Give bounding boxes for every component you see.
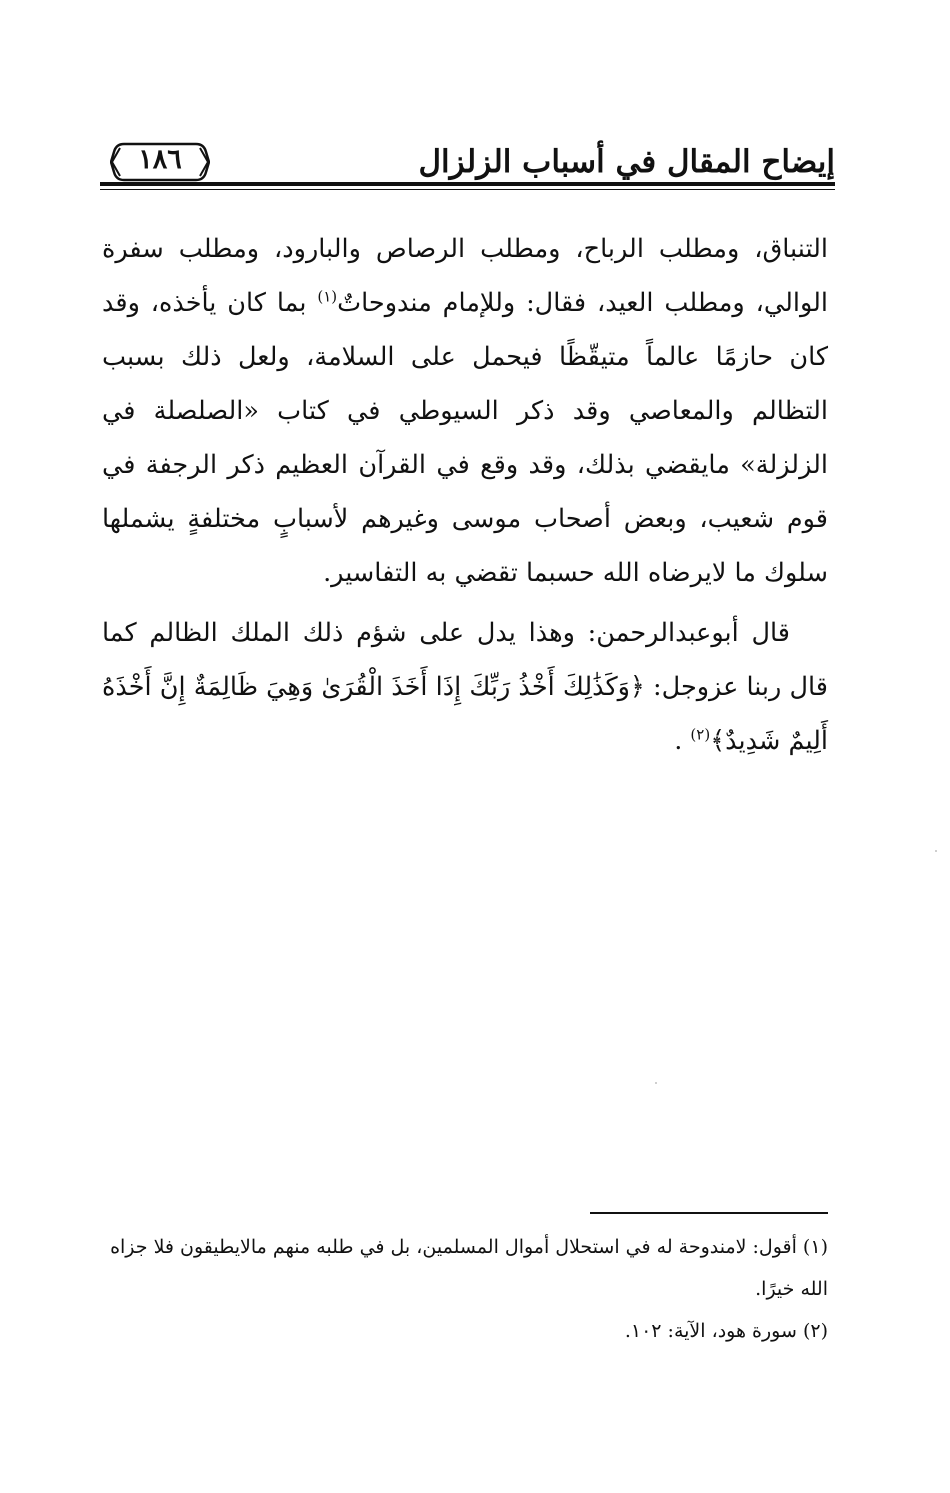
paper-speck	[655, 1082, 657, 1084]
main-text	[102, 222, 828, 768]
footnote-ref-2[interactable]: (٢)	[690, 725, 711, 744]
header-rule-thick	[100, 182, 835, 186]
paragraph-2	[102, 606, 828, 768]
page-number-frame	[110, 140, 210, 182]
footnote-separator	[590, 1212, 828, 1214]
paragraph-1	[102, 222, 828, 600]
paper-speck	[935, 850, 937, 852]
paragraph-2-text: قال أبوعبدالرحمن: وهذا يدل على شؤم ذلك الملك الظالم كما قال ربنا عزوجل: ﴿وَكَذَٰلِكَ أَخْذُ رَبِّكَ إِذَا أَخَذَ الْقُرَىٰ وَهِيَ ظَالِمَةٌ إِنَّ أَخْذَهُ أَلِيمٌ شَدِيدٌ﴾	[102, 618, 828, 756]
footnote-ref-1[interactable]: (١)	[317, 287, 338, 306]
footnote-1: (١) أقول: لامندوحة له في استحلال أموال المسلمين، بل في طلبه منهم مالايطيقون فلا جزاه الله خيرًا.	[110, 1236, 828, 1300]
header-rule-thin	[100, 189, 835, 190]
paragraph-2-end: .	[674, 726, 691, 756]
running-title: إيضاح المقال في أسباب الزلزال	[418, 144, 835, 180]
footnotes	[102, 1226, 828, 1352]
page-number: ١٨٦	[138, 144, 182, 175]
footnote-2: (٢) سورة هود، الآية: ١٠٢.	[624, 1320, 828, 1342]
page-header	[100, 132, 835, 202]
paragraph-1-continuation: بما كان يأخذه، وقد كان حازمًا عالماً متيقّظًا فيحمل على السلامة، ولعل ذلك بسبب التظالم والمعاصي وقد ذكر السيوطي في كتاب «الصلصلة في الزلزلة» مايقضي بذلك، وقد وقع في القرآن العظيم ذكر الرجفة في قوم شعيب، وبعض أصحاب موسى وغيرهم لأسبابٍ مختلفةٍ يشملها سلوك ما لايرضاه الله حسبما تقضي به التفاسير.	[102, 288, 828, 588]
paragraph-1-text: التنباق، ومطلب الرباح، ومطلب الرصاص والبارود، ومطلب سفرة الوالي، ومطلب العيد، فقال: وللإمام مندوحاتٌ	[102, 234, 828, 318]
